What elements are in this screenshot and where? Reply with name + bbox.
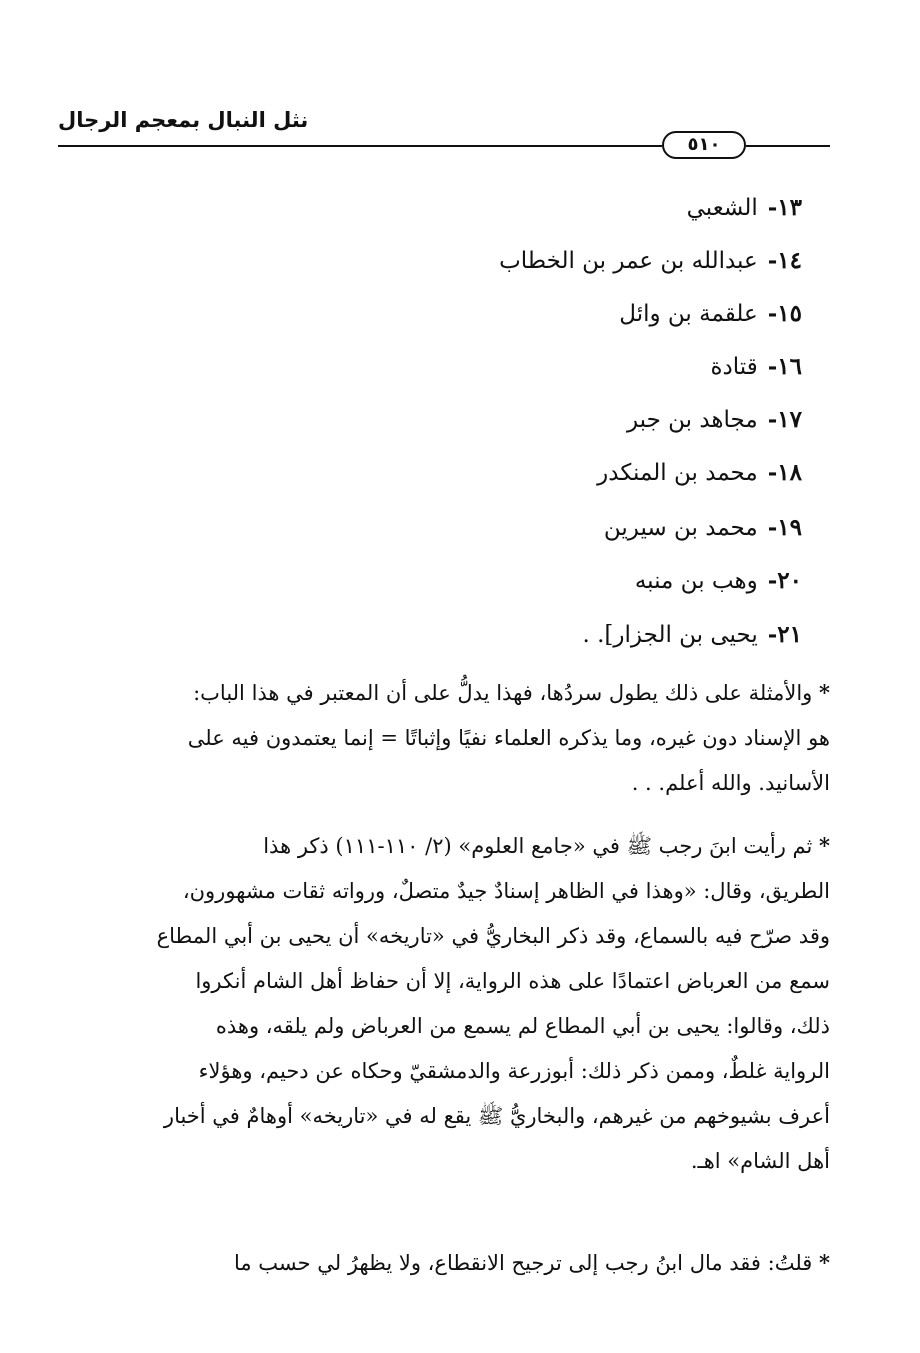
list-item xyxy=(604,513,802,543)
running-title: نثل النبال بمعجم الرجال xyxy=(58,108,309,132)
paragraph-line: أهل الشام» اهـ. xyxy=(690,1149,830,1173)
paragraph-line: سمع من العرباض اعتمادًا على هذه الرواية، إلا أن حفاظ أهل الشام أنكروا xyxy=(195,969,830,993)
paragraph-line: هو الإسناد دون غيره، وما يذكره العلماء نفيًا وإثباتًا = إنما يعتمدون فيه على xyxy=(187,726,830,750)
list-item-name: علقمة بن وائل xyxy=(619,301,758,327)
header-rule xyxy=(58,145,662,147)
list-item-number: ١٧- xyxy=(767,406,802,433)
paragraph-line: الطريق، وقال: «وهذا في الظاهر إسنادٌ جيدٌ متصلٌ، ورواته ثقات مشهورون، xyxy=(182,879,830,903)
list-item xyxy=(583,620,803,650)
paragraph xyxy=(58,670,830,806)
paragraph-text: ثم رأيت ابنَ رجب ﷺ في «جامع العلوم» (٢/ ١١٠-١١١) ذكر هذا xyxy=(263,834,813,858)
paragraph-line: وقد صرّح فيه بالسماع، وقد ذكر البخاريُّ في «تاريخه» أن يحيى بن أبي المطاع xyxy=(156,924,830,948)
list-item xyxy=(635,566,802,596)
paragraph-line: الأسانيد. والله أعلم. . . xyxy=(631,771,830,795)
list-item-name: عبدالله بن عمر بن الخطاب xyxy=(499,248,758,274)
list-item xyxy=(597,458,802,488)
paragraph-text: قلتُ: فقد مال ابنُ رجب إلى ترجيح الانقطاع، ولا يظهرُ لي حسب ما xyxy=(233,1251,813,1275)
paragraph-line: الرواية غلطٌ، وممن ذكر ذلك: أبوزرعة والدمشقيّ وحكاه عن دحيم، وهؤلاء xyxy=(198,1059,830,1083)
page-number: ٥١٠ xyxy=(662,131,746,159)
paragraph-line: ذلك، وقالوا: يحيى بن أبي المطاع لم يسمع من العرباض ولم يلقه، وهذه xyxy=(215,1014,830,1038)
paragraph-text: والأمثلة على ذلك يطول سردُها، فهذا يدلُّ على أن المعتبر في هذا الباب: xyxy=(193,681,813,705)
paragraph xyxy=(58,823,830,1184)
list-item-number: ١٩- xyxy=(767,514,802,541)
list-item xyxy=(687,193,802,223)
bullet-star: * xyxy=(819,833,830,858)
list-item-number: ٢٠- xyxy=(767,567,802,594)
paragraph-line: أعرف بشيوخهم من غيرهم، والبخاريُّ ﷺ يقع له في «تاريخه» أوهامٌ في أخبار xyxy=(163,1104,830,1128)
paragraph-line xyxy=(58,670,830,716)
list-item-name: محمد بن المنكدر xyxy=(597,460,758,486)
list-item xyxy=(619,299,802,329)
paragraph-line xyxy=(58,823,830,869)
paragraph-line xyxy=(58,1240,830,1286)
list-item-name: يحيى بن الجزار]. . xyxy=(582,622,758,648)
list-item-number: ١٦- xyxy=(767,353,802,380)
list-item-name: وهب بن منبه xyxy=(634,568,758,594)
list-item-number: ١٣- xyxy=(767,194,802,221)
list-item xyxy=(627,405,802,435)
bullet-star: * xyxy=(819,1250,830,1275)
list-item-name: الشعبي xyxy=(686,195,758,221)
list-item-number: ١٤- xyxy=(767,247,802,274)
paragraph xyxy=(58,1240,830,1286)
bullet-star: * xyxy=(819,680,830,705)
list-item-name: قتادة xyxy=(710,354,758,380)
list-item-name: محمد بن سيرين xyxy=(603,515,758,541)
header-rule-right xyxy=(746,145,830,147)
list-item-number: ١٨- xyxy=(767,459,802,486)
list-item xyxy=(710,352,802,382)
list-item xyxy=(499,246,802,276)
list-item-number: ٢١- xyxy=(767,621,802,648)
list-item-name: مجاهد بن جبر xyxy=(626,407,758,433)
list-item-number: ١٥- xyxy=(767,300,802,327)
